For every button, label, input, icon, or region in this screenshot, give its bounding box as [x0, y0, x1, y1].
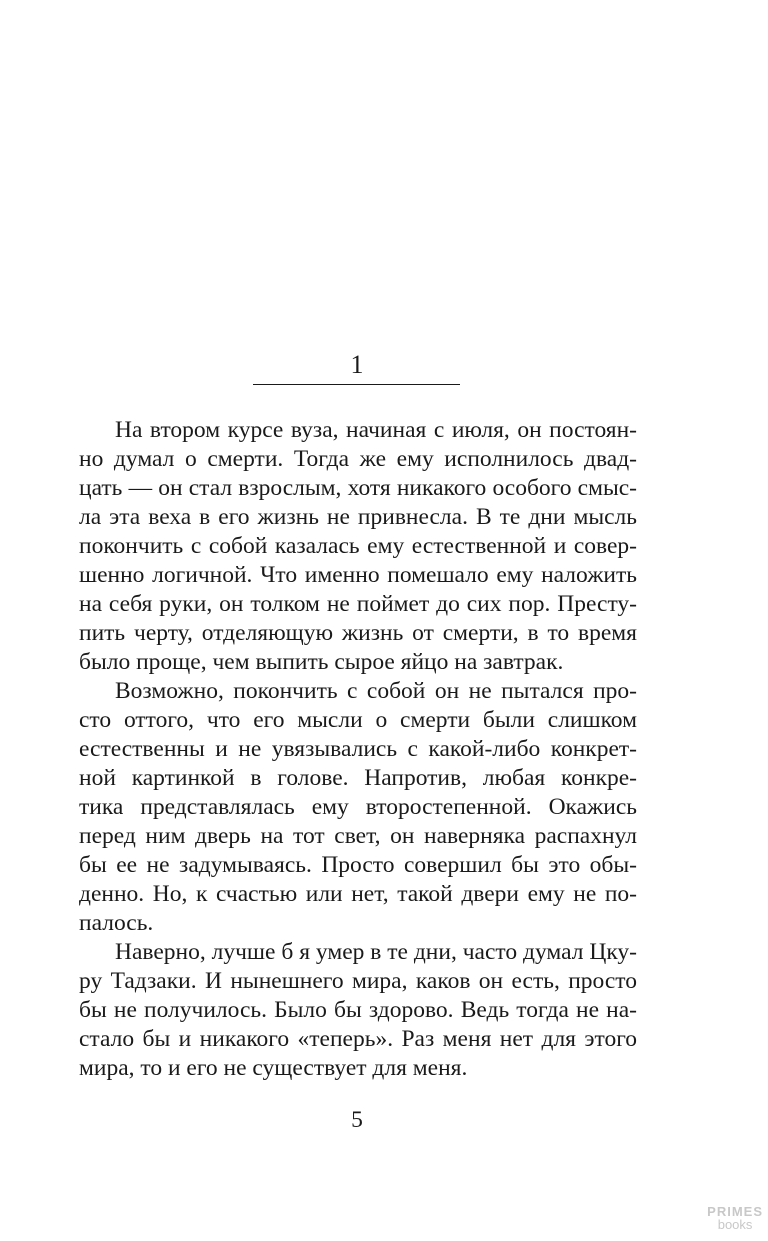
text-line: мира, то и его не существует для меня.: [79, 1055, 468, 1081]
text-line: денно. Но, к счастью или нет, такой двери ему не по-: [79, 881, 637, 907]
text-line: бы ее не задумываясь. Просто совершил бы это обы-: [79, 852, 637, 878]
text-line: тика представлялась ему второстепенной. Окажись: [79, 794, 637, 820]
watermark-bottom-text: books: [717, 1217, 753, 1232]
text-line: цать — он стал взрослым, хотя никакого особого смыс-: [79, 475, 637, 501]
text-line: На втором курсе вуза, начиная с июля, он постоян-: [115, 417, 637, 443]
text-line: палось.: [79, 910, 154, 936]
text-line: ла эта веха в его жизнь не привнесла. В те дни мысль: [79, 504, 637, 530]
text-line: Наверно, лучше б я умер в те дни, часто думал Цку-: [115, 939, 637, 965]
text-line: покончить с собой казалась ему естественной и совер-: [79, 533, 637, 559]
text-line: бы не получилось. Было бы здорово. Ведь тогда не на-: [79, 997, 637, 1023]
text-line: Возможно, покончить с собой он не пытался про-: [115, 678, 637, 704]
text-line: на себя руки, он толком не поймет до сих пор. Престу-: [79, 591, 637, 617]
text-line: шенно логичной. Что именно помешало ему наложить: [79, 562, 637, 588]
chapter-divider-rule: [253, 384, 460, 385]
text-line: естественны и не увязывались с какой-либо конкрет-: [79, 736, 637, 762]
text-line: было проще, чем выпить сырое яйцо на завтрак.: [79, 649, 564, 675]
text-line: но думал о смерти. Тогда же ему исполнилось двад-: [79, 446, 637, 472]
paragraph-1: [79, 416, 637, 677]
publisher-watermark: [707, 1205, 763, 1232]
text-line: ной картинкой в голове. Напротив, любая конкре-: [79, 765, 637, 791]
text-line: перед ним дверь на тот свет, он наверняка распахнул: [79, 823, 637, 849]
watermark-top-text: PRIMES: [707, 1204, 763, 1219]
text-line: пить черту, отделяющую жизнь от смерти, в то время: [79, 620, 637, 646]
text-line: сто оттого, что его мысли о смерти были слишком: [79, 707, 637, 733]
chapter-body: [79, 416, 637, 1083]
text-line: стало бы и никакого «теперь». Раз меня нет для этого: [79, 1026, 637, 1052]
text-line: ру Тадзаки. И нынешнего мира, каков он есть, просто: [79, 968, 637, 994]
paragraph-2: [79, 677, 637, 938]
page-number: 5: [351, 1107, 363, 1133]
paragraph-3: [79, 938, 637, 1083]
chapter-number: 1: [350, 350, 364, 379]
